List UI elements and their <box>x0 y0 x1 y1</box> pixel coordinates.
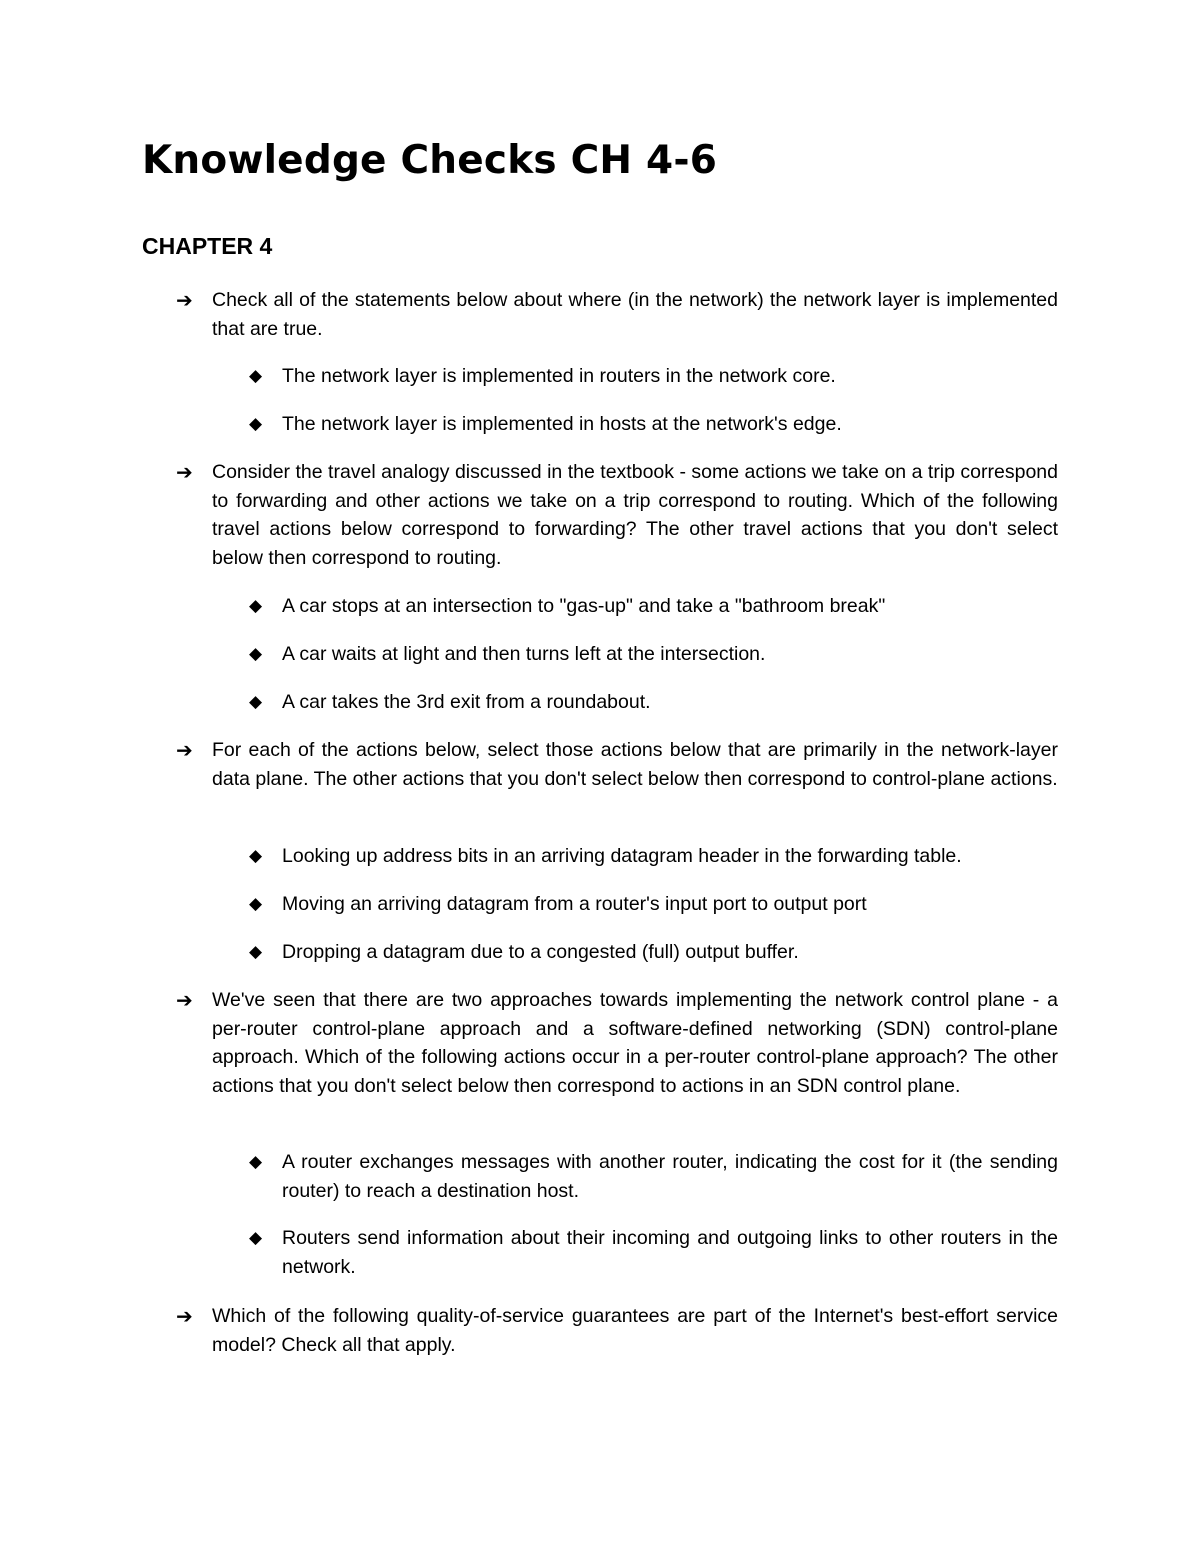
diamond-bullet-icon: ◆ <box>249 366 263 386</box>
question-3-option-3: Dropping a datagram due to a congested (full) output buffer. <box>282 941 799 963</box>
question-4-option-2: Routers send information about their incoming and outgoing links to other routers in the network. <box>282 1227 1058 1278</box>
question-2-option-1: A car stops at an intersection to "gas-up" and take a "bathroom break" <box>282 595 886 617</box>
question-1-text: Check all of the statements below about where (in the network) the network layer is implemented that are true. <box>212 289 1058 340</box>
question-2-option-2: A car waits at light and then turns left at the intersection. <box>282 643 766 665</box>
question-3-option-2: Moving an arriving datagram from a router's input port to output port <box>282 893 867 915</box>
document-title: Knowledge Checks CH 4-6 <box>142 138 718 183</box>
diamond-bullet-icon: ◆ <box>249 414 263 434</box>
diamond-bullet-icon: ◆ <box>249 644 263 664</box>
arrow-bullet-icon: ➔ <box>176 288 193 312</box>
question-3-text: For each of the actions below, select those actions below that are primarily in the network-layer data plane. The other actions that you don't select below then correspond to control-plane actions. <box>212 739 1058 790</box>
question-3-option-1: Looking up address bits in an arriving datagram header in the forwarding table. <box>282 845 962 867</box>
question-4-text: We've seen that there are two approaches towards implementing the network control plane - a per-router control-plane approach and a software-defined networking (SDN) control-plane approach. Which of the following actions occur in a per-router control-plane approach? The other actions that you don't select below then correspond to actions in an SDN control plane. <box>212 989 1058 1098</box>
diamond-bullet-icon: ◆ <box>249 1228 263 1248</box>
diamond-bullet-icon: ◆ <box>249 894 263 914</box>
arrow-bullet-icon: ➔ <box>176 988 193 1012</box>
chapter-heading: CHAPTER 4 <box>142 233 273 259</box>
arrow-bullet-icon: ➔ <box>176 1304 193 1328</box>
diamond-bullet-icon: ◆ <box>249 692 263 712</box>
diamond-bullet-icon: ◆ <box>249 942 263 962</box>
diamond-bullet-icon: ◆ <box>249 596 263 616</box>
question-1-option-2: The network layer is implemented in hosts at the network's edge. <box>282 413 842 435</box>
diamond-bullet-icon: ◆ <box>249 1152 263 1172</box>
question-5-text: Which of the following quality-of-service guarantees are part of the Internet's best-effort service model? Check all that apply. <box>212 1305 1058 1356</box>
diamond-bullet-icon: ◆ <box>249 846 263 866</box>
arrow-bullet-icon: ➔ <box>176 738 193 762</box>
question-2-option-3: A car takes the 3rd exit from a roundabout. <box>282 691 651 713</box>
arrow-bullet-icon: ➔ <box>176 460 193 484</box>
question-2-text: Consider the travel analogy discussed in the textbook - some actions we take on a trip correspond to forwarding and other actions we take on a trip correspond to routing. Which of the following travel actions below correspond to forwarding? The other travel actions that you don't select below then correspond to routing. <box>212 461 1058 570</box>
question-4-option-1: A router exchanges messages with another router, indicating the cost for it (the sending router) to reach a destination host. <box>282 1151 1058 1202</box>
question-1-option-1: The network layer is implemented in routers in the network core. <box>282 365 836 387</box>
